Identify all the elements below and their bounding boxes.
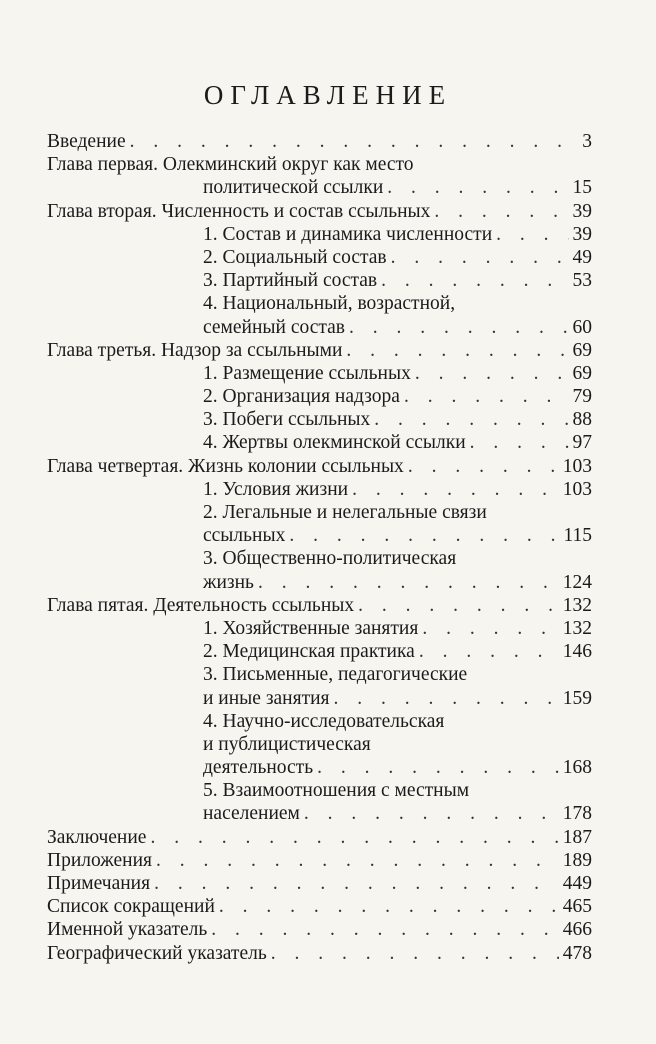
toc-entry-label: семейный состав bbox=[203, 316, 345, 338]
toc-entry bbox=[47, 571, 592, 594]
toc-entry bbox=[47, 153, 592, 176]
toc-leader-dots bbox=[419, 640, 559, 663]
toc-entry-label: Глава вторая. Численность и состав ссыльных bbox=[47, 200, 431, 222]
toc-page-number: 189 bbox=[562, 849, 592, 871]
table-of-contents bbox=[47, 130, 592, 965]
toc-entry bbox=[47, 478, 592, 501]
toc-page-number: 146 bbox=[562, 641, 592, 663]
toc-entry-label: 3. Общественно-политическая bbox=[203, 548, 457, 570]
toc-leader-dots bbox=[391, 246, 569, 269]
toc-entry bbox=[47, 431, 592, 454]
toc-leader-dots bbox=[381, 269, 568, 292]
toc-entry bbox=[47, 617, 592, 640]
toc-leader-dots bbox=[496, 223, 568, 246]
toc-entry bbox=[47, 130, 592, 153]
toc-page-number: 60 bbox=[572, 316, 592, 338]
toc-entry bbox=[47, 640, 592, 663]
toc-leader-dots bbox=[317, 756, 559, 779]
toc-entry bbox=[47, 524, 592, 547]
toc-entry-label: 1. Размещение ссыльных bbox=[203, 362, 411, 384]
toc-page-number: 53 bbox=[572, 270, 592, 292]
toc-entry-label: Приложения bbox=[47, 849, 152, 871]
toc-entry-label: Введение bbox=[47, 131, 126, 152]
toc-page-number: 465 bbox=[562, 896, 592, 918]
toc-entry bbox=[47, 385, 592, 408]
toc-entry bbox=[47, 594, 592, 617]
toc-page-number: 39 bbox=[572, 223, 592, 245]
toc-page-number: 79 bbox=[572, 386, 592, 408]
toc-entry bbox=[47, 710, 592, 733]
toc-entry-label: 1. Условия жизни bbox=[203, 478, 349, 500]
toc-leader-dots bbox=[470, 431, 569, 454]
toc-entry bbox=[47, 501, 592, 524]
toc-entry-label: Глава третья. Надзор за ссыльными bbox=[47, 339, 343, 361]
toc-entry bbox=[47, 246, 592, 269]
toc-page-number: 49 bbox=[572, 246, 592, 268]
toc-entry-label: Примечания bbox=[47, 873, 151, 894]
toc-entry bbox=[47, 663, 592, 686]
toc-leader-dots bbox=[258, 571, 559, 594]
toc-entry-label: 4. Научно-исследовательская bbox=[203, 710, 445, 732]
toc-leader-dots bbox=[422, 617, 558, 640]
toc-entry-label: и иные занятия bbox=[203, 687, 330, 709]
toc-entry-label: ссыльных bbox=[203, 525, 286, 547]
toc-leader-dots bbox=[289, 524, 559, 547]
toc-entry bbox=[47, 223, 592, 246]
toc-page-number: 69 bbox=[572, 362, 592, 384]
toc-leader-dots bbox=[346, 339, 568, 362]
toc-entry bbox=[47, 733, 592, 756]
toc-entry bbox=[47, 849, 592, 872]
toc-leader-dots bbox=[156, 849, 559, 872]
toc-entry-label: Список сокращений bbox=[47, 896, 215, 918]
toc-leader-dots bbox=[434, 200, 568, 223]
toc-entry bbox=[47, 872, 592, 895]
toc-entry bbox=[47, 687, 592, 710]
toc-entry-label: 1. Хозяйственные занятия bbox=[203, 617, 419, 639]
toc-entry-label: 2. Социальный состав bbox=[203, 246, 387, 268]
toc-leader-dots bbox=[352, 478, 559, 501]
toc-entry bbox=[47, 339, 592, 362]
toc-page-number: 39 bbox=[572, 200, 592, 222]
toc-entry bbox=[47, 918, 592, 941]
toc-leader-dots bbox=[374, 408, 568, 431]
toc-entry bbox=[47, 362, 592, 385]
page-title: ОГЛАВЛЕНИЕ bbox=[203, 80, 453, 110]
toc-entry bbox=[47, 292, 592, 315]
toc-entry-label: Глава четвертая. Жизнь колонии ссыльных bbox=[47, 455, 404, 477]
toc-entry bbox=[47, 408, 592, 431]
toc-page-number: 466 bbox=[562, 919, 592, 941]
toc-page-number: 97 bbox=[572, 432, 592, 454]
toc-entry bbox=[47, 895, 592, 918]
toc-page-number: 3 bbox=[582, 131, 592, 152]
toc-leader-dots bbox=[150, 826, 558, 849]
toc-page-number: 187 bbox=[562, 826, 592, 848]
toc-page-number: 124 bbox=[562, 571, 592, 593]
toc-page-number: 88 bbox=[572, 409, 592, 431]
toc-entry bbox=[47, 802, 592, 825]
toc-entry bbox=[47, 269, 592, 292]
toc-page-number: 178 bbox=[562, 803, 592, 825]
toc-leader-dots bbox=[349, 316, 569, 339]
toc-page-number: 478 bbox=[562, 942, 592, 964]
toc-page-number: 449 bbox=[562, 873, 592, 894]
toc-entry bbox=[47, 756, 592, 779]
toc-entry-label: Географический указатель bbox=[47, 942, 267, 964]
toc-entry-label: 2. Легальные и нелегальные связи bbox=[203, 502, 487, 523]
toc-entry-label: 5. Взаимоотношения с местным bbox=[203, 780, 470, 802]
toc-leader-dots bbox=[415, 362, 569, 385]
toc-page-number: 69 bbox=[572, 339, 592, 361]
toc-entry bbox=[47, 547, 592, 570]
toc-entry bbox=[47, 942, 592, 965]
toc-page-number: 15 bbox=[572, 177, 592, 199]
toc-entry-label: Заключение bbox=[47, 826, 147, 848]
toc-leader-dots bbox=[387, 176, 568, 199]
toc-entry-label: 4. Жертвы олекминской ссылки bbox=[203, 432, 466, 454]
toc-entry-label: 2. Организация надзора bbox=[203, 386, 400, 408]
toc-page-number: 115 bbox=[563, 525, 592, 547]
toc-entry bbox=[47, 455, 592, 478]
toc-entry-label: Глава пятая. Деятельность ссыльных bbox=[47, 594, 355, 616]
toc-page-number: 103 bbox=[562, 478, 592, 500]
toc-leader-dots bbox=[271, 942, 559, 965]
toc-entry-label: 3. Партийный состав bbox=[203, 270, 378, 292]
toc-page-number: 159 bbox=[562, 687, 592, 709]
toc-entry-label: деятельность bbox=[203, 757, 314, 779]
toc-leader-dots bbox=[219, 895, 559, 918]
toc-entry bbox=[47, 316, 592, 339]
toc-entry bbox=[47, 176, 592, 199]
toc-leader-dots bbox=[358, 594, 559, 617]
toc-leader-dots bbox=[130, 130, 579, 153]
toc-entry-label: 4. Национальный, возрастной, bbox=[203, 293, 456, 315]
toc-entry-label: 3. Побеги ссыльных bbox=[203, 409, 371, 431]
toc-entry-label: населением bbox=[203, 803, 300, 825]
toc-leader-dots bbox=[304, 802, 559, 825]
toc-leader-dots bbox=[408, 455, 559, 478]
toc-entry-label: 1. Состав и динамика численности bbox=[203, 223, 493, 245]
toc-leader-dots bbox=[334, 687, 559, 710]
toc-leader-dots bbox=[404, 385, 569, 408]
toc-page-number: 132 bbox=[562, 594, 592, 616]
toc-entry bbox=[47, 200, 592, 223]
toc-leader-dots bbox=[211, 918, 559, 941]
toc-page-number: 132 bbox=[562, 617, 592, 639]
toc-entry-label: 3. Письменные, педагогические bbox=[203, 664, 468, 686]
toc-entry bbox=[47, 779, 592, 802]
toc-leader-dots bbox=[154, 872, 559, 895]
toc-entry bbox=[47, 826, 592, 849]
toc-entry-label: жизнь bbox=[203, 571, 254, 593]
toc-page-number: 168 bbox=[562, 757, 592, 779]
toc-page-number: 103 bbox=[562, 455, 592, 477]
toc-entry-label: политической ссылки bbox=[203, 177, 384, 199]
toc-entry-label: Именной указатель bbox=[47, 919, 208, 941]
toc-entry-label: и публицистическая bbox=[203, 733, 371, 755]
toc-entry-label: Глава первая. Олекминский округ как место bbox=[47, 154, 414, 176]
toc-entry-label: 2. Медицинская практика bbox=[203, 641, 415, 663]
